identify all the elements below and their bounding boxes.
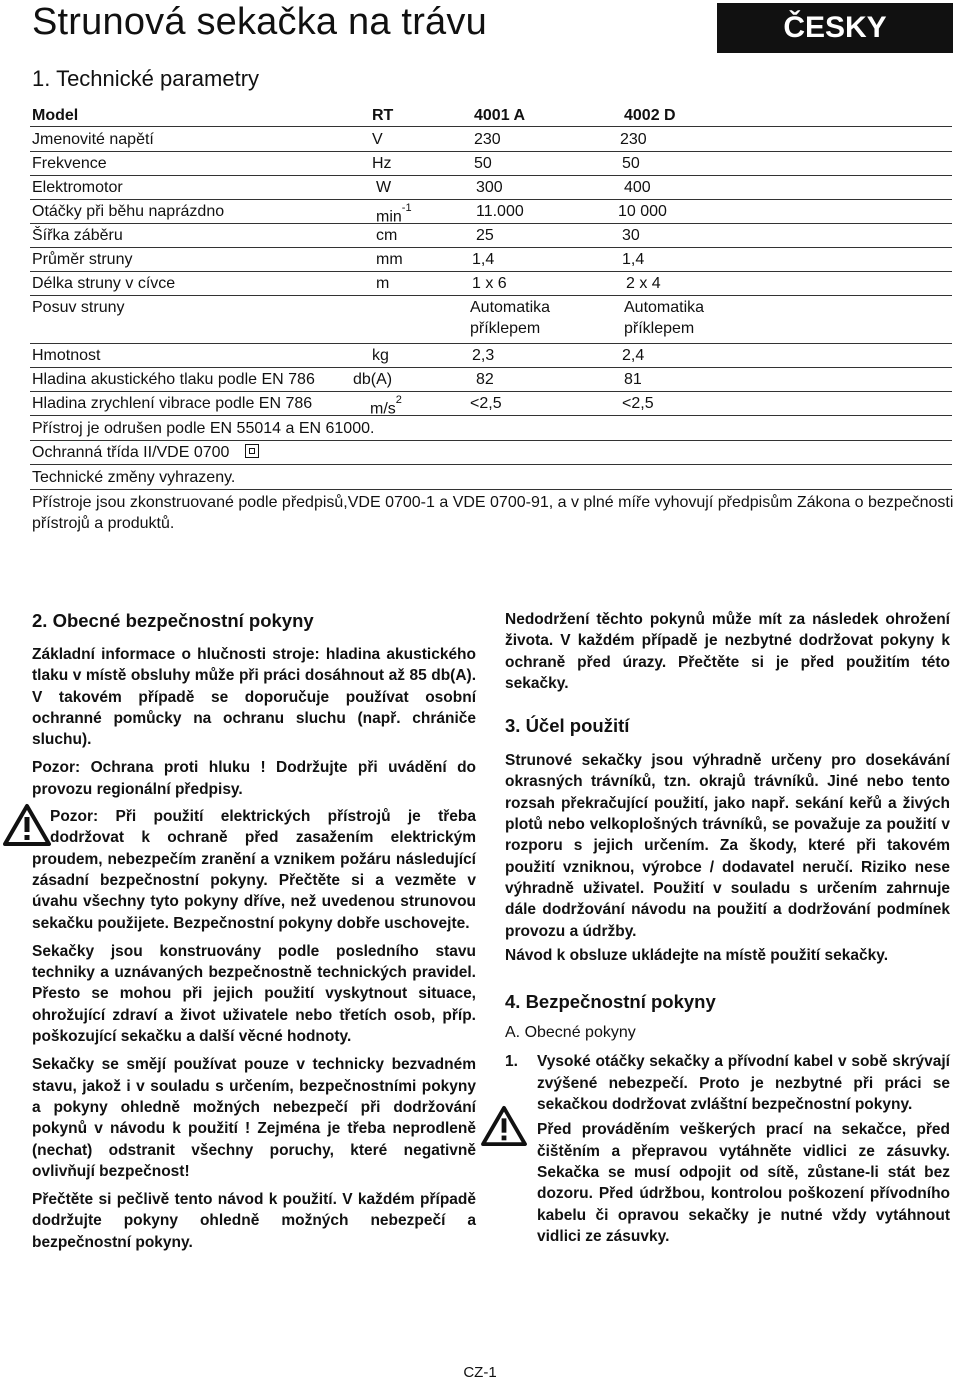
section-3-heading: 3. Účel použití <box>505 715 630 737</box>
language-badge: ČESKY <box>717 3 953 53</box>
divider <box>30 464 952 465</box>
column-4002d: 4002 D <box>624 107 676 124</box>
spec-row: Šířka záběru cm 25 30 <box>32 227 640 244</box>
warning-triangle-icon <box>2 803 52 847</box>
manual-storage-note: Návod k obsluze ukládejte na místě použití sekačky. <box>505 946 889 964</box>
spec-row: Hladina zrychlení vibrace podle EN 786 $m/s^2$ <2,5 <2,5 <box>32 394 654 418</box>
noise-warning: Pozor: Ochrana proti hluku ! Dodržujte při uvádění do provozu regionální předpisy. <box>32 759 476 798</box>
spec-row: Elektromotor W 300 400 <box>32 179 651 196</box>
warning-triangle-icon <box>480 1105 528 1147</box>
spec-row: Otáčky při běhu naprázdno $\min^{-1}$ 11.000 10 000 <box>32 202 667 226</box>
spec-row: Hladina akustického tlaku podle EN 786 db(A) 82 81 <box>32 371 642 388</box>
electrical-warning: Pozor: Při použití elektrických přístrojů je třeba dodržovat k ochraně před zasažením elektrickým proudem, nebezpečím zranění a vznikem požáru následující zásadní bezpečnostní pokyny. Přečtěte si a vezměte v úvahu všechny tyto pokyny dříve, než uvedenou strunovou sekačku použijete. Bezpečnostní pokyny dobře uschovejte. <box>32 808 476 932</box>
spec-row: Hmotnost kg 2,3 2,4 <box>32 347 645 364</box>
spec-row: Délka struny v cívce m 1 x 6 2 x 4 <box>32 275 661 292</box>
column-model: Model <box>32 107 79 124</box>
read-manual-note: Přečtěte si pečlivě tento návod k použití. V každém případě dodržujte pokyny ohledně možných nebezpečí a bezpečnostní pokyny. <box>32 1191 476 1251</box>
column-4001a: 4001 A <box>474 107 525 124</box>
spec-row: Jmenovité napětí V 230 230 <box>32 131 647 148</box>
safety-list <box>505 1051 950 1247</box>
note-protection-class: Ochranná třída II/VDE 0700 <box>32 443 259 463</box>
left-column <box>32 609 476 1253</box>
list-item: 1. Vysoké otáčky sekačky a přívodní kabel v sobě skrývají zvýšené nebezpečí. Proto je nezbytné při práci se sekačkou dodržovat zvláštní bezpečnostní pokyny. <box>505 1053 950 1114</box>
danger-note: Nedodržení těchto pokynů může mít za následek ohrožení života. V každém případě je nezbytné dodržovat pokyny k ochraně před úrazy. Přečtěte si je před použitím této sekačky. <box>505 611 950 692</box>
construction-note: Sekačky jsou konstruovány podle posledního stavu techniky a uznávaných bezpečnostně technických pravidel. Přesto se mohou při jejich použití vyskytnout situace, ohrožující zdraví a život uživatele nebo třetích osob, příp. poškozující sekačku a další věcné hodnoty. <box>32 942 476 1046</box>
spec-row: Posuv struny Automatika příklepem Automatika příklepem <box>32 299 705 337</box>
compliance-text: Přístroje jsou zkonstruované podle předpisů,VDE 0700-1 a VDE 0700-91, a v plné míře vyhovují předpisům Zákona o bezpečnosti přístrojů a produktů. <box>32 494 954 532</box>
divider <box>30 489 952 490</box>
note-changes: Technické změny vyhrazeny. <box>32 469 236 486</box>
page-number: CZ-1 <box>463 1364 497 1381</box>
note-emc: Přístroj je odrušen podle EN 55014 a EN 61000. <box>32 420 375 437</box>
section-1-heading: 1. Technické parametry <box>32 66 260 91</box>
section-2-heading: 2. Obecné bezpečnostní pokyny <box>32 610 314 631</box>
right-column <box>505 609 950 1247</box>
spec-row: Frekvence Hz 50 50 <box>32 155 640 172</box>
list-item: Před prováděním veškerých prací na sekačce, před čištěním a přepravou vytáhněte vidlici ze zásuvky. Sekačka se musí odpojit od sítě, zůstane-li stát bez dozoru. Před údržbou, kontrolou poškození přívodního kabelu či opravou sekačky je nutné vždy vytáhnout vidlici ze zásuvky. <box>537 1121 950 1245</box>
section-4-heading: 4. Bezpečnostní pokyny <box>505 991 716 1013</box>
divider <box>30 440 952 441</box>
section-4a-subheading: A. Obecné pokyny <box>505 1024 636 1042</box>
divider <box>30 415 952 416</box>
spec-table-header <box>0 104 960 128</box>
page-title: Strunová sekačka na trávu <box>32 1 487 43</box>
noise-info: Základní informace o hlučnosti stroje: hladina akustického tlaku v místě obsluhy může při práci dosáhnout až 85 db(A). V takovém případě se doporučuje používat osobní ochranné pomůcky na ochranu sluchu (např. chrániče sluchu). <box>32 646 476 749</box>
spec-row: Průměr struny mm 1,4 1,4 <box>32 251 645 268</box>
double-insulation-icon <box>245 444 259 458</box>
purpose-text: Strunové sekačky jsou výhradně určeny pro dosekávání okrasných trávníků, tzn. okrajů trávníků. Jiné nebo tento rozsah překračující použití, jako např. sekání keřů a živých plotů nebo velkoplošných trávníků, se považuje za použití v rozporu s jejich určením. Za škody, které při takovém použití vzniknou, výrobce / dodavatel neručí. Riziko nese výhradně uživatel. Použití v souladu s určením zahrnuje dále dodržování návodu na použití a dodržování podmínek provozu a údržby. <box>505 752 950 940</box>
divider <box>30 126 952 127</box>
column-rt: RT <box>372 107 394 124</box>
condition-note: Sekačky se smějí používat pouze v technicky bezvadném stavu, jakož i v souladu s určením, bezpečnostními pokyny a pokyny ohledně možných nebezpečí při dodržování pokynů v návodu k použití ! Zejména je třeba neprodleně (nechat) odstranit všechny poruchy, které negativně ovlivňují bezpečnost! <box>32 1056 476 1180</box>
